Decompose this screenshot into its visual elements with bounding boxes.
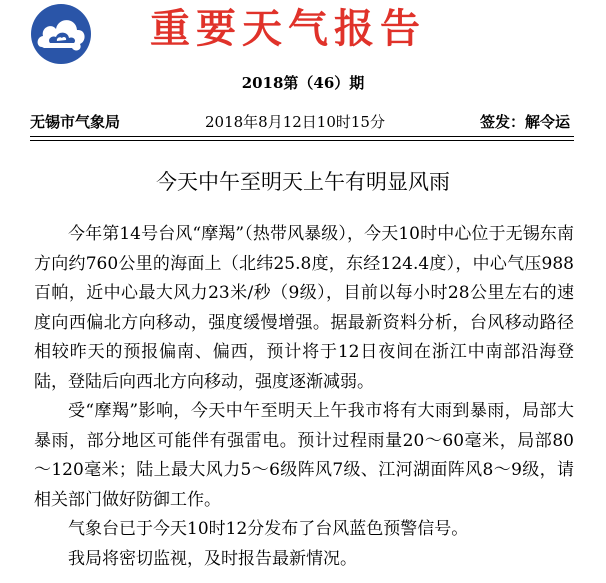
- header-divider: [30, 136, 574, 137]
- page-title: 今天中午至明天上午有明显风雨: [156, 170, 450, 194]
- report-masthead: 重要天气报告: [150, 5, 426, 52]
- report-body: [34, 220, 574, 574]
- paragraph-closing: 我局将密切监视，及时报告最新情况。: [68, 548, 357, 569]
- info-bar: [0, 111, 606, 133]
- paragraph-warning-signal: 气象台已于今天10时12分发布了台风蓝色预警信号。: [68, 519, 469, 539]
- issuing-organization: 无锡市气象局: [30, 113, 121, 131]
- header-divider-thin: [30, 140, 574, 141]
- issue-number: 2018第（46）期: [241, 74, 365, 92]
- signed-by: 签发：解令运: [479, 113, 570, 131]
- issued-time: 2018年8月12日10时15分: [205, 113, 385, 131]
- paragraph-local-impact: 受“摩羯”影响，今天中午至明天上午我市将有大雨到暴雨，局部大暴雨，部分地区可能伴有强雷电。预计过程雨量20～60毫米，局部80～120毫米；陆上最大风力5～6级阵风7级、江河湖面阵风8～9级，请相关部门做好防御工作。: [34, 401, 574, 510]
- paragraph-typhoon-status: 今年第14号台风“摩羯”（热带风暴级），今天10时中心位于无锡东南方向约760公里的海面上（北纬25.8度，东经124.4度），中心气压988百帕，近中心最大风力23米/秒（9级），目前以每小时28公里左右的速度向西偏北方向移动，强度缓慢增强。据最新资料分析，台风移动路径相较昨天的预报偏南、偏西，预计将于12日夜间在浙江中南部沿海登陆，登陆后向西北方向移动，强度逐渐减弱。: [34, 224, 574, 392]
- cloud-swirl-icon: [30, 3, 92, 65]
